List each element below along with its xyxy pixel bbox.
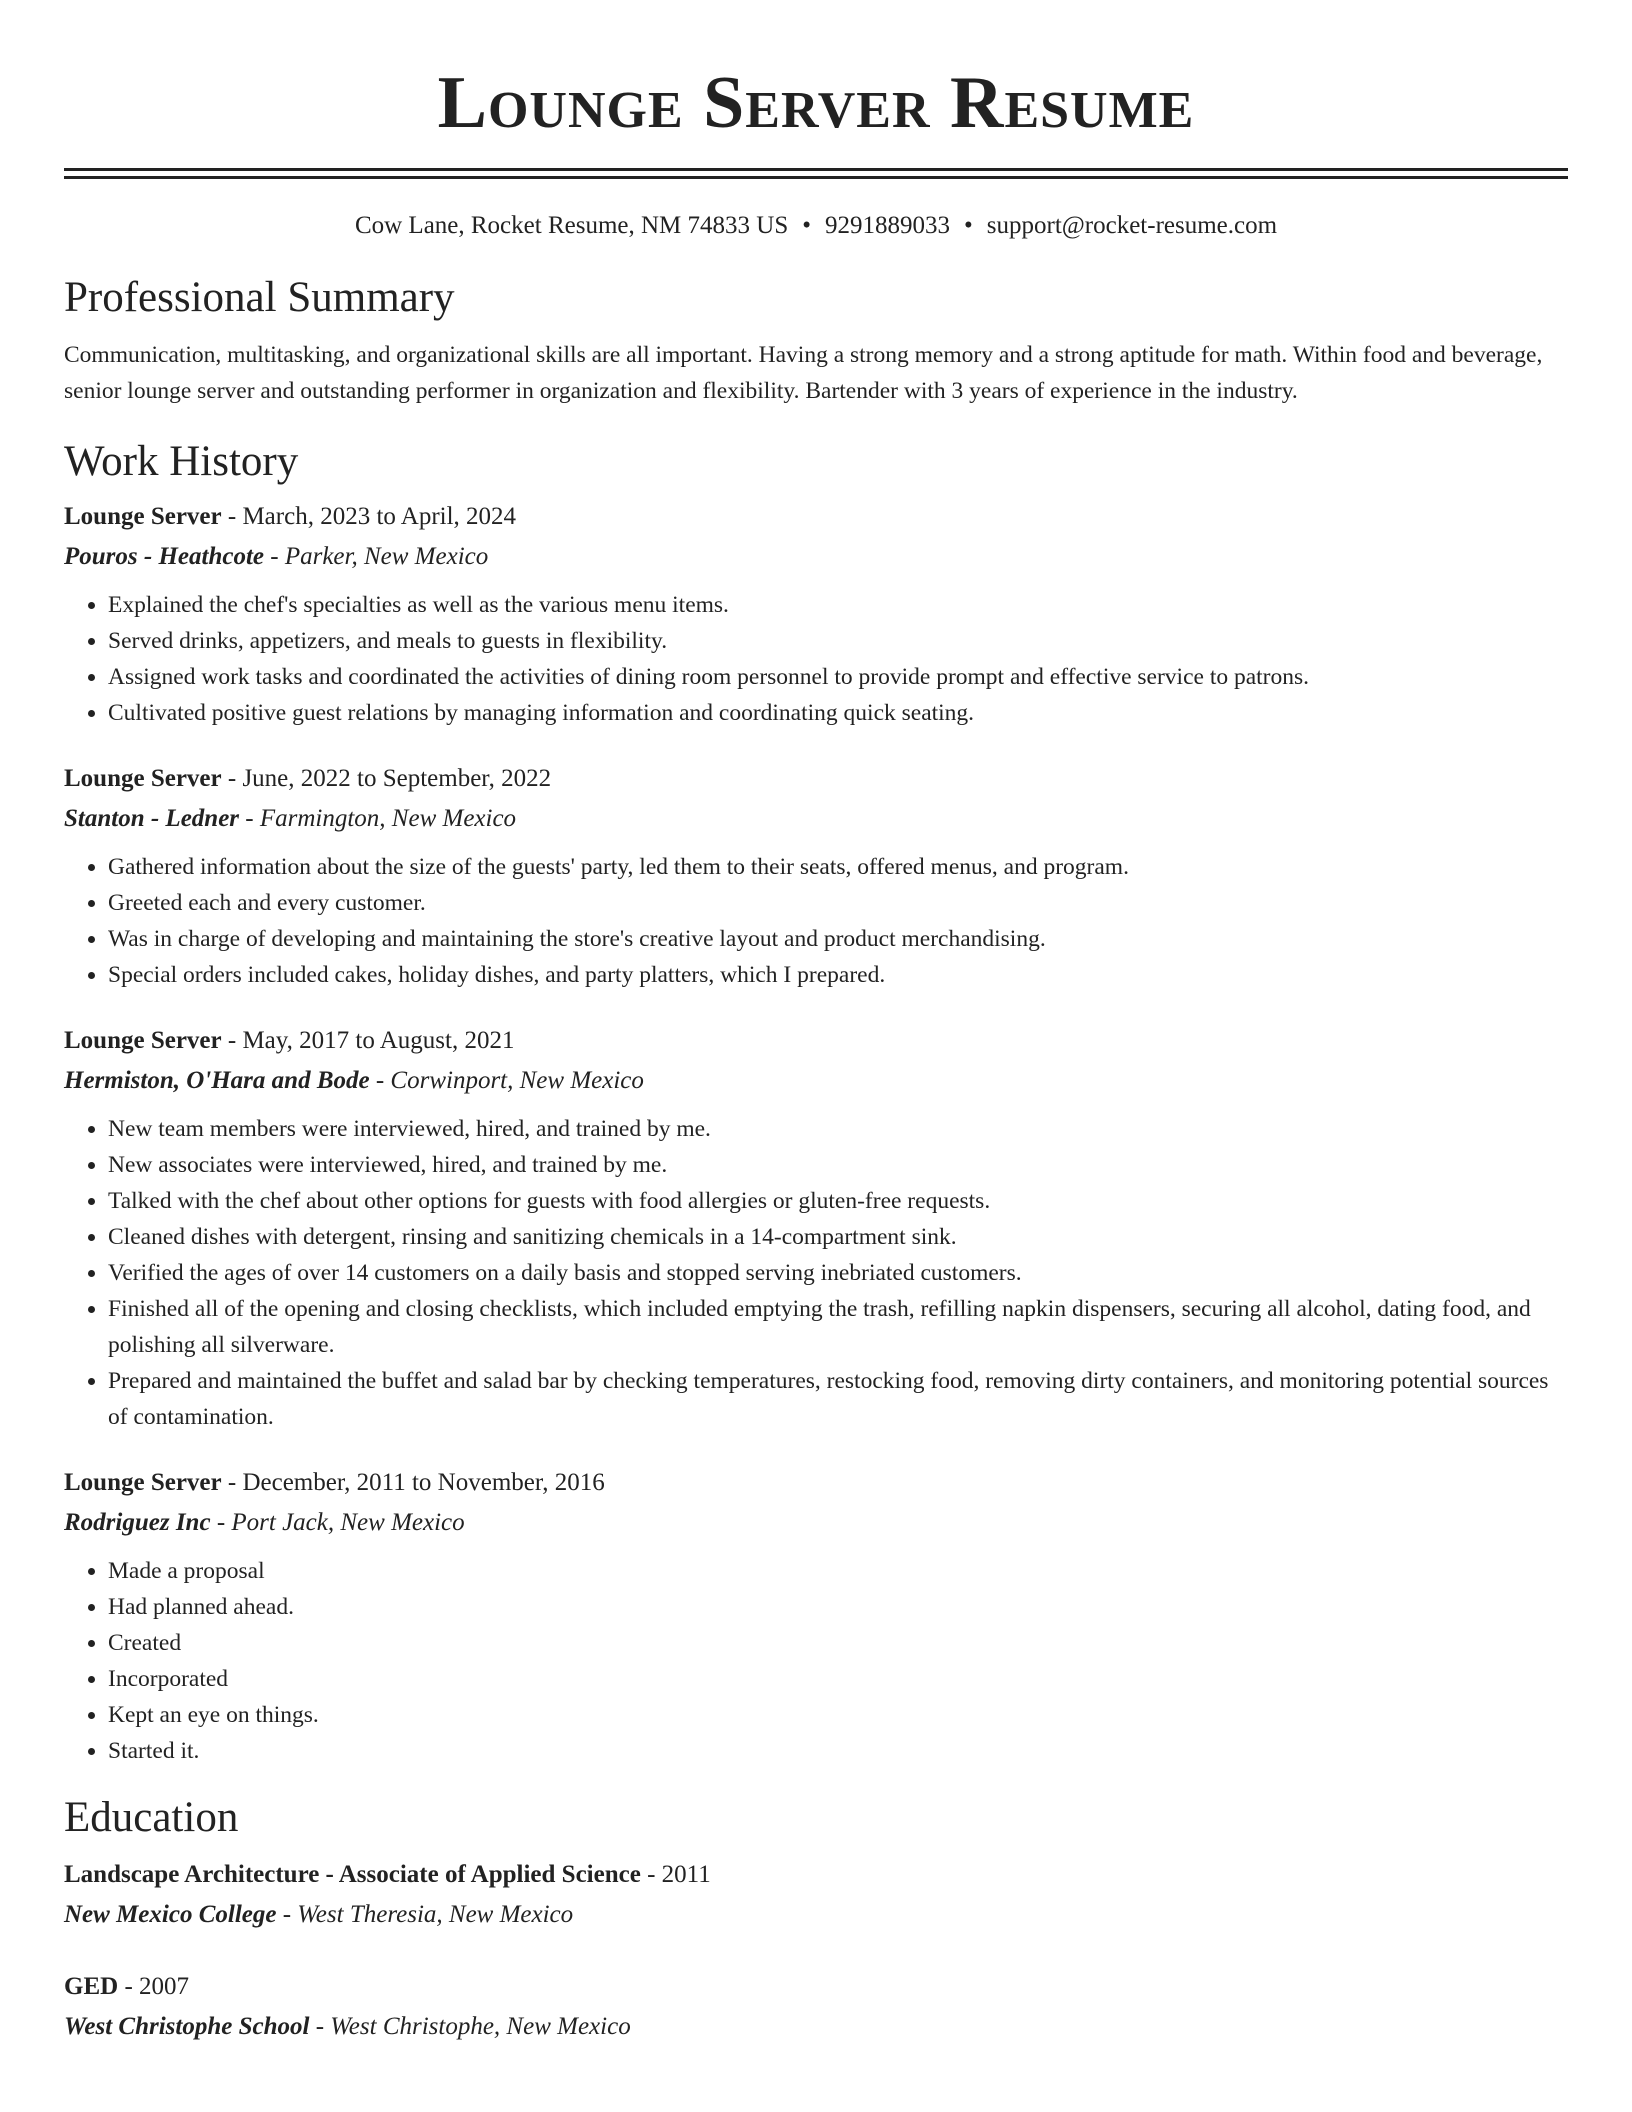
job-bullet: • Had planned ahead. <box>108 1589 1568 1625</box>
job-dates: - May, 2017 to August, 2021 <box>221 1027 515 1054</box>
school-line <box>64 2007 1568 2047</box>
school-name: New Mexico College <box>64 1901 277 1928</box>
school-line <box>64 1895 1568 1935</box>
job-bullets <box>64 1111 1568 1435</box>
job-bullet: • Gathered information about the size of the guests' party, led them to their seats, offered menus, and program. <box>108 849 1568 885</box>
degree-year: - 2007 <box>118 1973 190 2000</box>
job-entry <box>64 1463 1568 1769</box>
job-title-line <box>64 1463 1568 1503</box>
job-bullet: • Special orders included cakes, holiday dishes, and party platters, which I prepared. <box>108 957 1568 993</box>
job-company-line <box>64 1061 1568 1101</box>
job-bullet: • Explained the chef's specialties as well as the various menu items. <box>108 587 1568 623</box>
job-location: - Corwinport, New Mexico <box>369 1067 644 1094</box>
job-dates: - June, 2022 to September, 2022 <box>221 765 552 792</box>
contact-address: Cow Lane, Rocket Resume, NM 74833 US <box>354 212 789 239</box>
education-entry <box>64 1967 1568 2047</box>
job-bullet: • Made a proposal <box>108 1553 1568 1589</box>
job-bullet: • New team members were interviewed, hired, and trained by me. <box>108 1111 1568 1147</box>
job-bullet: • Cleaned dishes with detergent, rinsing and sanitizing chemicals in a 14-compartment sink. <box>108 1219 1568 1255</box>
job-title-line <box>64 759 1568 799</box>
job-bullet: • Incorporated <box>108 1661 1568 1697</box>
degree-name: GED <box>64 1973 119 2000</box>
work-history-heading: Work History <box>64 438 299 485</box>
resume-title: Lounge Server Resume <box>437 62 1195 144</box>
job-company: Pouros - Heathcote <box>64 543 264 570</box>
job-dates: - December, 2011 to November, 2016 <box>221 1469 605 1496</box>
education-heading: Education <box>64 1794 239 1841</box>
contact-separator: • <box>802 212 811 239</box>
job-bullet: • Greeted each and every customer. <box>108 885 1568 921</box>
job-bullet: • New associates were interviewed, hired, and trained by me. <box>108 1147 1568 1183</box>
summary-heading: Professional Summary <box>64 274 455 321</box>
degree-name: Landscape Architecture - Associate of Applied Science <box>64 1861 641 1888</box>
job-bullets <box>64 587 1568 731</box>
contact-email: support@rocket-resume.com <box>986 212 1278 239</box>
job-entry <box>64 497 1568 731</box>
job-title: Lounge Server <box>64 1027 222 1054</box>
job-title: Lounge Server <box>64 765 222 792</box>
contact-line <box>64 209 1568 243</box>
job-company-line <box>64 1503 1568 1543</box>
job-location: - Port Jack, New Mexico <box>210 1509 465 1536</box>
job-bullet: • Finished all of the opening and closing checklists, which included emptying the trash, refilling napkin dispensers, securing all alcohol, dating food, and polishing all silverware. <box>108 1291 1568 1363</box>
job-bullet: • Kept an eye on things. <box>108 1697 1568 1733</box>
job-bullet: • Cultivated positive guest relations by managing information and coordinating quick seating. <box>108 695 1568 731</box>
job-bullet: • Created <box>108 1625 1568 1661</box>
job-company: Rodriguez Inc <box>64 1509 211 1536</box>
degree-line <box>64 1855 1568 1895</box>
contact-phone: 9291889033 <box>825 212 950 239</box>
job-company-line <box>64 537 1568 577</box>
job-dates: - March, 2023 to April, 2024 <box>221 503 517 530</box>
job-location: - Parker, New Mexico <box>264 543 489 570</box>
job-title: Lounge Server <box>64 503 222 530</box>
job-entry <box>64 1021 1568 1435</box>
resume-page <box>64 0 1568 2047</box>
job-entry <box>64 759 1568 993</box>
school-location: - West Christophe, New Mexico <box>309 2013 631 2040</box>
job-bullets <box>64 1553 1568 1769</box>
job-bullet: • Was in charge of developing and maintaining the store's creative layout and product merchandising. <box>108 921 1568 957</box>
job-title-line <box>64 1021 1568 1061</box>
contact-separator: • <box>964 212 973 239</box>
school-name: West Christophe School <box>64 2013 310 2040</box>
education-entry <box>64 1855 1568 1935</box>
degree-line <box>64 1967 1568 2007</box>
job-company-line <box>64 799 1568 839</box>
job-bullet: • Served drinks, appetizers, and meals to guests in flexibility. <box>108 623 1568 659</box>
job-bullet: • Assigned work tasks and coordinated the activities of dining room personnel to provide prompt and effective service to patrons. <box>108 659 1568 695</box>
job-company: Stanton - Ledner <box>64 805 240 832</box>
job-bullet: • Verified the ages of over 14 customers on a daily basis and stopped serving inebriated customers. <box>108 1255 1568 1291</box>
title-divider <box>64 168 1568 179</box>
job-bullets <box>64 849 1568 993</box>
job-title: Lounge Server <box>64 1469 222 1496</box>
job-company: Hermiston, O'Hara and Bode <box>64 1067 370 1094</box>
summary-text: Communication, multitasking, and organizational skills are all important. Having a strong memory and a strong aptitude for math. Within food and beverage, senior lounge server and outstanding performer in organization and flexibility. Bartender with 3 years of experience in the industry. <box>64 342 1543 404</box>
job-bullet: • Talked with the chef about other options for guests with food allergies or gluten-free requests. <box>108 1183 1568 1219</box>
job-title-line <box>64 497 1568 537</box>
school-location: - West Theresia, New Mexico <box>276 1901 574 1928</box>
job-bullet: • Started it. <box>108 1733 1568 1769</box>
degree-year: - 2011 <box>640 1861 711 1888</box>
job-location: - Farmington, New Mexico <box>239 805 517 832</box>
job-bullet: • Prepared and maintained the buffet and salad bar by checking temperatures, restocking food, removing dirty containers, and monitoring potential sources of contamination. <box>108 1363 1568 1435</box>
